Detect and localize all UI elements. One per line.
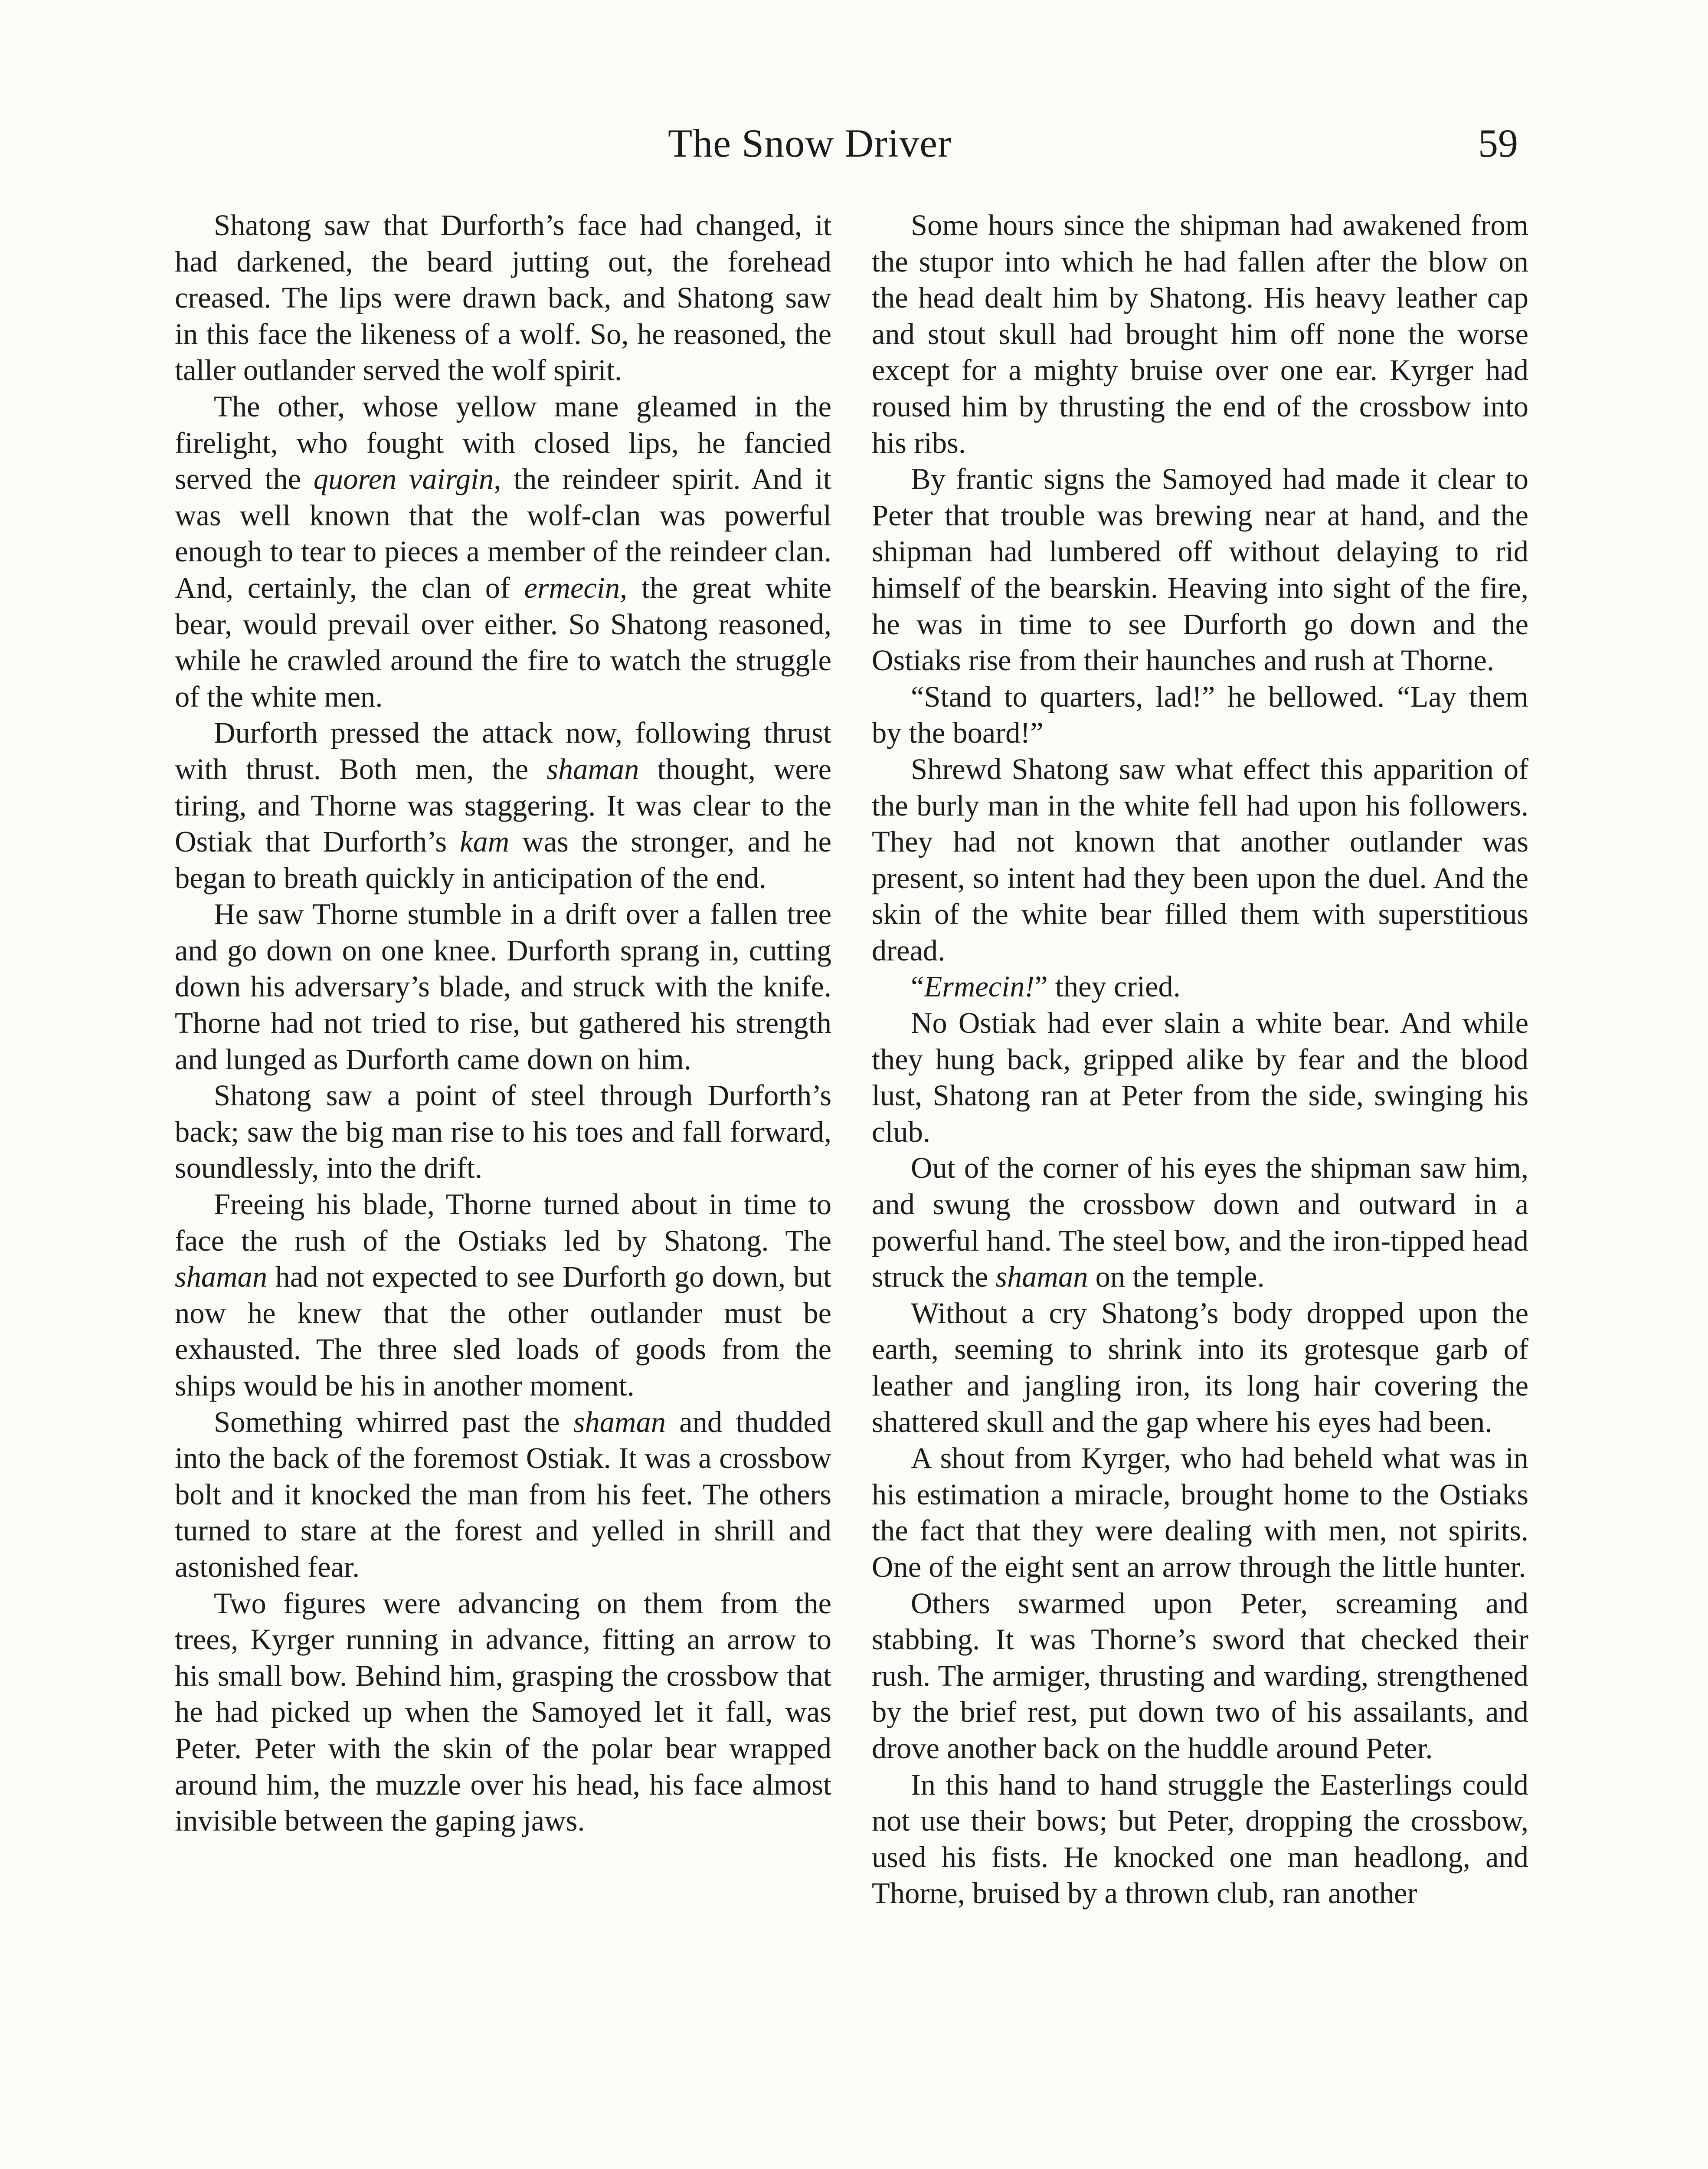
paragraph-text: thought, were tiring, and Thorne was staggering. It was clear to the Ostiak that Durforth’s [175, 752, 832, 858]
paragraph-text: ” they cried. [1034, 970, 1181, 1003]
paragraph-text: He saw Thorne stumble in a drift over a fallen tree and go down on one knee. Durforth sprang in, cutting down his adversary’s blade, and struck with the knife. Thorne had not tried to rise, but gathered his strength and lunged as Durforth came down on him. [175, 898, 831, 1076]
paragraph-text: Shrewd Shatong saw what effect this apparition of the burly man in the white fell had upon his followers. They had not known that another outlander was present, so intent had they been upon the duel. And the skin of the white bear filled them with superstitious dread. [872, 752, 1528, 967]
paragraph [872, 1767, 1528, 1912]
running-title: The Snow Driver [668, 121, 952, 165]
paragraph-text: , the great white bear, would prevail over either. So Shatong reasoned, while he crawled around the fire to watch the struggle of the white men. [175, 571, 831, 713]
paragraph-text: “ [911, 970, 924, 1003]
paragraph-text: No Ostiak had ever slain a white bear. And while they hung back, gripped alike by fear and the blood lust, Shatong ran at Peter from the side, swinging his club. [872, 1006, 1528, 1148]
paragraph [175, 715, 831, 896]
paragraph-text: In this hand to hand struggle the Easterlings could not use their bows; but Peter, dropping the crossbow, used his fists. He knocked one man headlong, and Thorne, bruised by a thrown club, ran another [872, 1768, 1528, 1910]
paragraph-text: Two figures were advancing on them from the trees, Kyrger running in advance, fitting an arrow to his small bow. Behind him, grasping the crossbow that he had picked up when the Samoyed let it fall, was Peter. Peter with the skin of the polar bear wrapped around him, the muzzle over his head, his face almost invisible between the gaping jaws. [175, 1586, 831, 1838]
italic-term: shaman [546, 752, 639, 786]
paragraph [175, 1078, 831, 1186]
italic-term: quoren vairgin [313, 462, 494, 496]
paragraph-text: Without a cry Shatong’s body dropped upon the earth, seeming to shrink into its grotesque garb of leather and jangling iron, its long hair covering the shattered skull and the gap where his eyes had been. [872, 1296, 1528, 1438]
paragraph-text: By frantic signs the Samoyed had made it clear to Peter that trouble was brewing near at hand, and the shipman had lumbered off without delaying to rid himself of the bearskin. Heaving into sight of the fire, he was in time to see Durforth go down and the Ostiaks rise from their haunches and rush at Thorne. [872, 462, 1528, 677]
paragraph [175, 1586, 831, 1839]
paragraph [872, 1005, 1528, 1150]
italic-term: Ermecin! [924, 970, 1035, 1003]
italic-term: shaman [573, 1405, 666, 1438]
paragraph-text: on the temple. [1088, 1260, 1265, 1294]
paragraph-text: Some hours since the shipman had awakened from the stupor into which he had fallen after the blow on the head dealt him by Shatong. His heavy leather cap and stout skull had brought him off none the worse except for a mighty bruise over one ear. Kyrger had roused him by thrusting the end of the crossbow into his ribs. [872, 209, 1528, 459]
paragraph [175, 896, 831, 1078]
paragraph [175, 1404, 831, 1586]
paragraph [872, 1295, 1528, 1440]
paragraph-text: A shout from Kyrger, who had beheld what was in his estimation a miracle, brought home to the Ostiaks the fact that they were dealing with men, not spirits. One of the eight sent an arrow through the little hunter. [872, 1442, 1528, 1583]
page-number: 59 [1478, 121, 1518, 165]
paragraph [872, 1586, 1528, 1767]
italic-term: shaman [995, 1260, 1088, 1294]
paragraph-text: was the stronger, and he began to breath quickly in anticipation of the end. [175, 825, 832, 894]
italic-term: kam [460, 825, 510, 858]
paragraph [872, 1150, 1528, 1295]
paragraph [872, 207, 1528, 461]
right-text-column [872, 207, 1528, 1912]
paragraph-text: Others swarmed upon Peter, screaming and stabbing. It was Thorne’s sword that checked their rush. The armiger, thrusting and warding, strengthened by the brief rest, put down two of his assailants, and drove another back on the huddle around Peter. [872, 1586, 1528, 1765]
paragraph-text: had not expected to see Durforth go down, but now he knew that the other outlander must be exhausted. The three sled loads of goods from the ships would be his in another moment. [175, 1260, 831, 1402]
paragraph [175, 389, 831, 715]
paragraph [175, 1186, 831, 1404]
paragraph-text: Shatong saw a point of steel through Durforth’s back; saw the big man rise to his toes and fall forward, soundlessly, into the drift. [175, 1079, 831, 1185]
running-head [0, 113, 1708, 174]
paragraph-text: Durforth pressed the attack now, following thrust with thrust. Both men, the [175, 716, 831, 786]
paragraph-text: Out of the corner of his eyes the shipman saw him, and swung the crossbow down and outward in a powerful hand. The steel bow, and the iron-tipped head struck the [872, 1151, 1528, 1294]
paragraph-text: Shatong saw that Durforth’s face had changed, it had darkened, the beard jutting out, the forehead creased. The lips were drawn back, and Shatong saw in this face the likeness of a wolf. So, he reasoned, the taller outlander served the wolf spirit. [175, 209, 831, 387]
paragraph [175, 207, 831, 389]
paragraph-text: The other, whose yellow mane gleamed in the firelight, who fought with closed lips, he fancied served the [175, 390, 831, 496]
left-text-column [175, 207, 831, 1839]
italic-term: shaman [175, 1260, 268, 1294]
paragraph [872, 1440, 1528, 1585]
paragraph-text: Freeing his blade, Thorne turned about in time to face the rush of the Ostiaks led by Shatong. The [175, 1188, 831, 1257]
paragraph-text: Something whirred past the [214, 1405, 573, 1438]
paragraph-text: , the reindeer spirit. And it was well known that the wolf-clan was powerful enough to tear to pieces a member of the reindeer clan. And, certainly, the clan of [175, 462, 831, 604]
paragraph-text: “Stand to quarters, lad!” he bellowed. “Lay them by the board!” [872, 680, 1528, 750]
paragraph [872, 461, 1528, 679]
italic-term: ermecin [524, 571, 620, 604]
paragraph-text: and thudded into the back of the foremost Ostiak. It was a crossbow bolt and it knocked the man from his feet. The others turned to stare at the forest and yelled in shrill and astonished fear. [175, 1405, 831, 1583]
paragraph [872, 679, 1528, 751]
paragraph [872, 751, 1528, 969]
paragraph [872, 969, 1528, 1005]
